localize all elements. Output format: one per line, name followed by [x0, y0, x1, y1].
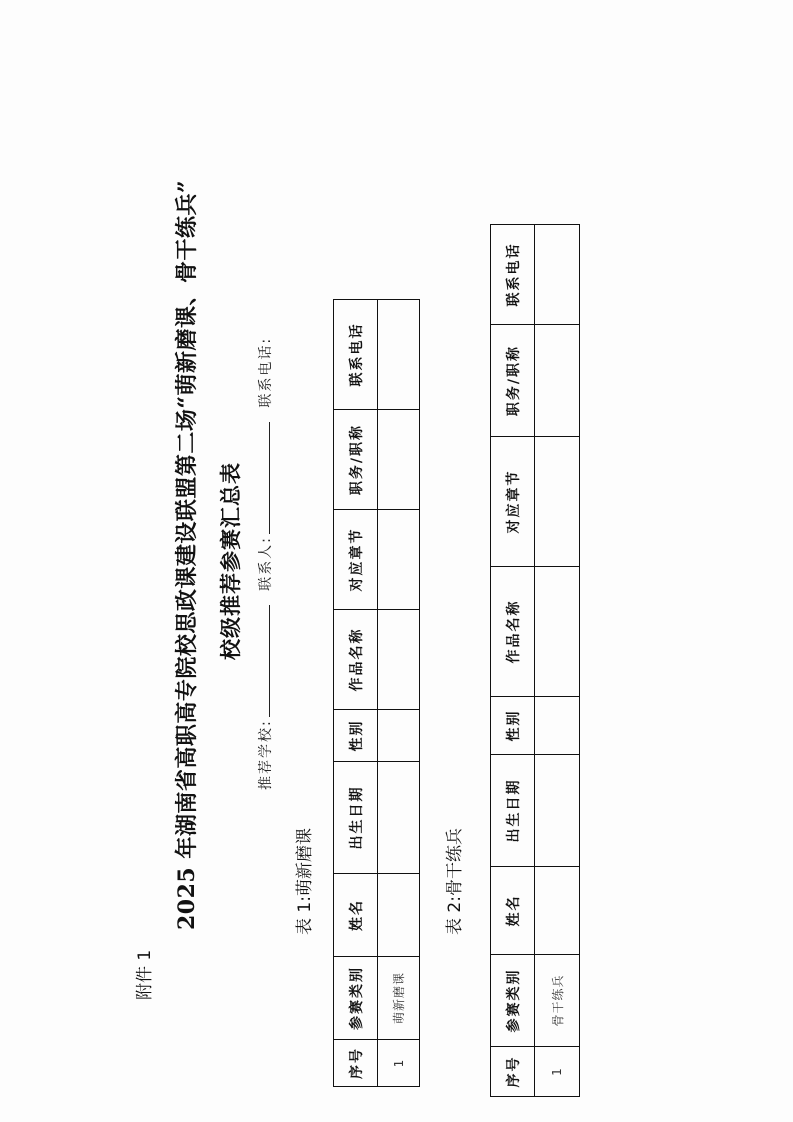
table-cell[interactable] [378, 874, 420, 957]
contact-label: 联系人: [258, 536, 274, 591]
table2-caption: 表 2:骨干练兵 [445, 828, 465, 935]
table-cell[interactable] [378, 510, 420, 610]
header-cell: 职务/职称 [491, 325, 535, 437]
table-row [535, 225, 580, 1097]
phone-label: 联系电话: [258, 336, 274, 408]
annex-label: 附件 1 [135, 949, 155, 1000]
header-cell: 对应章节 [491, 437, 535, 567]
table-cell[interactable] [378, 410, 420, 510]
header-cell: 职务/职称 [334, 410, 378, 510]
header-cell: 姓名 [491, 867, 535, 955]
table-cell[interactable] [535, 225, 580, 325]
header-cell: 作品名称 [491, 567, 535, 697]
header-cell: 参赛类别 [491, 955, 535, 1047]
contact-field[interactable] [257, 422, 270, 534]
table-cell[interactable] [535, 437, 580, 567]
table-cell[interactable] [535, 567, 580, 697]
table-cell[interactable]: 1 [378, 1040, 420, 1087]
table-cell[interactable]: 萌新磨课 [378, 957, 420, 1040]
table-cell[interactable] [535, 697, 580, 755]
table-cell[interactable] [535, 325, 580, 437]
header-cell: 联系电话 [334, 300, 378, 410]
table-cell[interactable] [378, 300, 420, 410]
header-cell: 出生日期 [334, 762, 378, 874]
document-title: 2025 年湖南省高职高专院校思政课建设联盟第二场“萌新磨课、骨干练兵” [174, 179, 200, 930]
table-header-row [334, 300, 378, 1087]
header-cell: 出生日期 [491, 755, 535, 867]
document-subtitle: 校级推荐参赛汇总表 [218, 462, 243, 660]
table-cell[interactable] [378, 762, 420, 874]
school-field[interactable] [257, 605, 270, 717]
table-cell[interactable] [378, 710, 420, 762]
table-cell[interactable] [535, 755, 580, 867]
table1-caption: 表 1:萌新磨课 [295, 828, 315, 935]
table-cell[interactable] [378, 610, 420, 710]
table-cell[interactable]: 骨干练兵 [535, 955, 580, 1047]
header-cell: 姓名 [334, 874, 378, 957]
header-cell: 联系电话 [491, 225, 535, 325]
header-cell: 性别 [491, 697, 535, 755]
header-cell: 作品名称 [334, 610, 378, 710]
table-gugan-lianbing [490, 224, 580, 1097]
table-row [378, 300, 420, 1087]
header-cell: 序号 [491, 1047, 535, 1097]
header-cell: 参赛类别 [334, 957, 378, 1040]
header-cell: 对应章节 [334, 510, 378, 610]
header-cell: 序号 [334, 1040, 378, 1087]
info-line [255, 337, 275, 790]
table-header-row [491, 225, 535, 1097]
school-label: 推荐学校: [258, 719, 274, 790]
header-cell: 性别 [334, 710, 378, 762]
table-cell[interactable] [535, 867, 580, 955]
table-mengxin-moke [333, 299, 420, 1087]
table-cell[interactable]: 1 [535, 1047, 580, 1097]
